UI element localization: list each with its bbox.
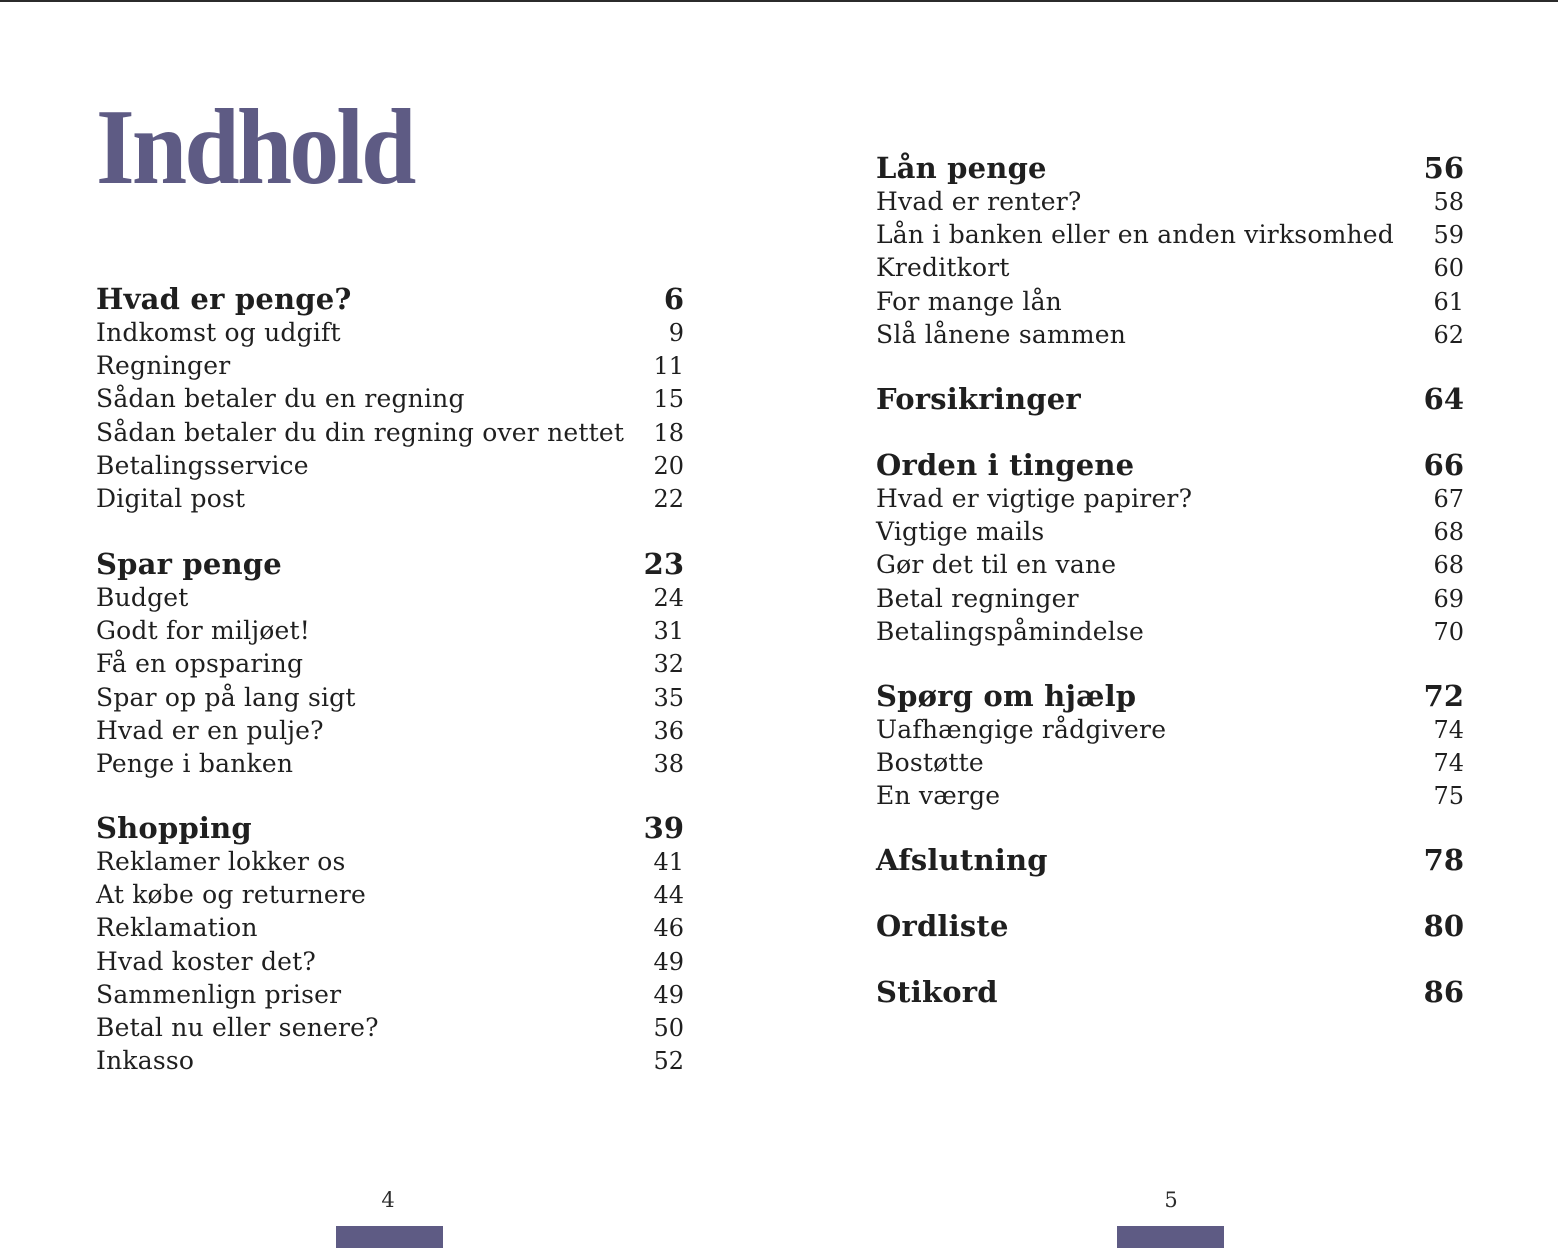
toc-entry[interactable] — [876, 287, 1464, 320]
toc-section — [96, 811, 684, 1079]
section-page-number: 39 — [643, 811, 684, 845]
page-title: Indhold — [96, 88, 414, 207]
toc-section — [876, 679, 1464, 815]
entry-page-number: 68 — [1433, 551, 1464, 580]
toc-entry[interactable] — [96, 351, 684, 384]
entry-title: Kreditkort — [876, 253, 1010, 283]
entry-title: At købe og returnere — [96, 880, 367, 910]
entry-title: Bostøtte — [876, 748, 984, 778]
entry-page-number: 41 — [653, 848, 684, 876]
toc-section — [876, 909, 1464, 945]
toc-section-heading[interactable] — [876, 382, 1464, 418]
entry-title: Betal regninger — [876, 583, 1079, 613]
entry-page-number: 44 — [653, 881, 684, 910]
entry-page-number: 22 — [653, 484, 684, 513]
section-page-number: 86 — [1423, 975, 1464, 1009]
toc-section-heading[interactable] — [96, 811, 684, 847]
entry-page-number: 31 — [653, 617, 684, 646]
entry-title: Penge i banken — [96, 748, 294, 778]
toc-section — [876, 382, 1464, 418]
entry-page-number: 67 — [1433, 485, 1464, 513]
entry-page-number: 20 — [653, 451, 684, 480]
toc-entry[interactable] — [876, 715, 1464, 748]
section-page-number: 23 — [643, 547, 684, 581]
toc-entry[interactable] — [96, 484, 684, 517]
toc-entry[interactable] — [96, 683, 684, 716]
toc-section-heading[interactable] — [96, 282, 684, 318]
entry-title: Reklamation — [96, 913, 258, 943]
entry-page-number: 50 — [653, 1013, 684, 1042]
toc-section-heading[interactable] — [876, 679, 1464, 715]
toc-entry[interactable] — [876, 584, 1464, 617]
entry-title: Reklamer lokker os — [96, 847, 346, 876]
section-page-number: 78 — [1423, 843, 1464, 877]
toc-section-heading[interactable] — [876, 843, 1464, 879]
entry-title: Godt for miljøet! — [96, 616, 311, 646]
toc-entry[interactable] — [876, 320, 1464, 353]
toc-section-heading[interactable] — [876, 151, 1464, 187]
section-title: Ordliste — [876, 909, 1009, 943]
toc-entry[interactable] — [96, 616, 684, 649]
entry-page-number: 59 — [1433, 221, 1464, 250]
entry-page-number: 35 — [653, 683, 684, 712]
section-page-number: 72 — [1423, 679, 1464, 713]
toc-section-heading[interactable] — [876, 448, 1464, 484]
entry-title: Indkomst og udgift — [96, 318, 341, 347]
entry-title: Sammenlign priser — [96, 979, 342, 1009]
entry-page-number: 11 — [653, 352, 684, 381]
toc-entry[interactable] — [876, 253, 1464, 286]
toc-entry[interactable] — [876, 550, 1464, 583]
section-title: Stikord — [876, 975, 998, 1009]
toc-section — [96, 547, 684, 782]
entry-title: Spar op på lang sigt — [96, 682, 356, 712]
toc-entry[interactable] — [96, 649, 684, 682]
entry-page-number: 69 — [1433, 584, 1464, 613]
toc-entry[interactable] — [96, 1046, 684, 1079]
top-border-line — [0, 0, 1558, 2]
toc-entry[interactable] — [96, 980, 684, 1013]
toc-entry[interactable] — [876, 781, 1464, 814]
entry-page-number: 49 — [653, 947, 684, 976]
entry-page-number: 18 — [653, 418, 684, 447]
toc-entry[interactable] — [96, 716, 684, 749]
entry-title: Betalingsservice — [96, 450, 309, 480]
entry-title: Slå lånene sammen — [876, 319, 1127, 349]
entry-page-number: 61 — [1433, 287, 1464, 316]
entry-page-number: 46 — [653, 914, 684, 943]
entry-page-number: 15 — [653, 385, 684, 414]
entry-title: Betalingspåmindelse — [876, 616, 1144, 646]
entry-title: Sådan betaler du din regning over nettet — [96, 417, 625, 447]
section-page-number: 66 — [1423, 448, 1464, 482]
toc-entry[interactable] — [876, 517, 1464, 550]
entry-page-number: 74 — [1433, 716, 1464, 744]
entry-title: Vigtige mails — [876, 517, 1045, 547]
section-page-number: 80 — [1423, 909, 1464, 943]
section-title: Orden i tingene — [876, 448, 1135, 482]
entry-title: Regninger — [96, 351, 231, 381]
page-number-left: 4 — [381, 1188, 395, 1212]
toc-entry[interactable] — [96, 947, 684, 980]
entry-page-number: 9 — [668, 319, 684, 347]
section-title: Spar penge — [96, 547, 282, 581]
section-title: Forsikringer — [876, 382, 1081, 416]
toc-section — [876, 448, 1464, 650]
toc-entry[interactable] — [876, 220, 1464, 253]
entry-page-number: 38 — [653, 749, 684, 778]
page-number-right: 5 — [1164, 1188, 1178, 1212]
entry-title: Digital post — [96, 483, 246, 513]
section-title: Afslutning — [876, 843, 1048, 877]
entry-page-number: 58 — [1433, 188, 1464, 216]
entry-title: Gør det til en vane — [876, 550, 1117, 580]
toc-section — [876, 843, 1464, 879]
section-title: Hvad er penge? — [96, 282, 352, 316]
section-page-number: 64 — [1423, 382, 1464, 416]
toc-entry[interactable] — [96, 451, 684, 484]
entry-page-number: 60 — [1433, 254, 1464, 283]
toc-entry[interactable] — [96, 880, 684, 913]
entry-title: Hvad er en pulje? — [96, 715, 324, 745]
toc-entry[interactable] — [96, 384, 684, 417]
toc-entry[interactable] — [96, 418, 684, 451]
toc-entry[interactable] — [96, 749, 684, 782]
toc-entry[interactable] — [876, 748, 1464, 781]
entry-page-number: 24 — [653, 584, 684, 612]
section-page-number: 56 — [1423, 151, 1464, 185]
entry-title: Betal nu eller senere? — [96, 1012, 379, 1042]
toc-section-heading[interactable] — [96, 547, 684, 583]
section-title: Lån penge — [876, 151, 1047, 185]
entry-title: Hvad er vigtige papirer? — [876, 484, 1193, 513]
toc-section-heading[interactable] — [876, 975, 1464, 1011]
entry-title: Inkasso — [96, 1046, 195, 1076]
entry-page-number: 75 — [1433, 782, 1464, 811]
toc-entry[interactable] — [96, 318, 684, 351]
entry-title: Sådan betaler du en regning — [96, 384, 465, 414]
section-title: Shopping — [96, 811, 252, 845]
toc-entry[interactable] — [96, 913, 684, 946]
page-tab-left — [336, 1226, 443, 1248]
toc-entry[interactable] — [96, 1013, 684, 1046]
section-page-number: 6 — [663, 282, 684, 316]
entry-title: Uafhængige rådgivere — [876, 715, 1167, 744]
entry-page-number: 68 — [1433, 518, 1464, 547]
toc-entry[interactable] — [876, 187, 1464, 220]
entry-title: Budget — [96, 583, 189, 612]
entry-page-number: 62 — [1433, 320, 1464, 349]
toc-section — [876, 975, 1464, 1011]
toc-section-heading[interactable] — [876, 909, 1464, 945]
entry-title: Hvad er renter? — [876, 187, 1082, 216]
entry-page-number: 52 — [653, 1047, 684, 1076]
entry-page-number: 36 — [653, 716, 684, 745]
entry-page-number: 32 — [653, 650, 684, 679]
entry-page-number: 49 — [653, 980, 684, 1009]
entry-title: Hvad koster det? — [96, 946, 316, 976]
toc-section — [96, 282, 684, 517]
page-tab-right — [1117, 1226, 1224, 1248]
toc-entry[interactable] — [96, 847, 684, 880]
section-title: Spørg om hjælp — [876, 679, 1137, 713]
entry-page-number: 74 — [1433, 749, 1464, 778]
toc-entry[interactable] — [876, 617, 1464, 650]
toc-entry[interactable] — [876, 484, 1464, 517]
toc-entry[interactable] — [96, 583, 684, 616]
entry-title: En værge — [876, 781, 1001, 811]
entry-title: Lån i banken eller en anden virksomhed — [876, 220, 1394, 250]
toc-section — [876, 151, 1464, 353]
entry-page-number: 70 — [1433, 617, 1464, 646]
entry-title: Få en opsparing — [96, 649, 304, 679]
entry-title: For mange lån — [876, 286, 1062, 316]
